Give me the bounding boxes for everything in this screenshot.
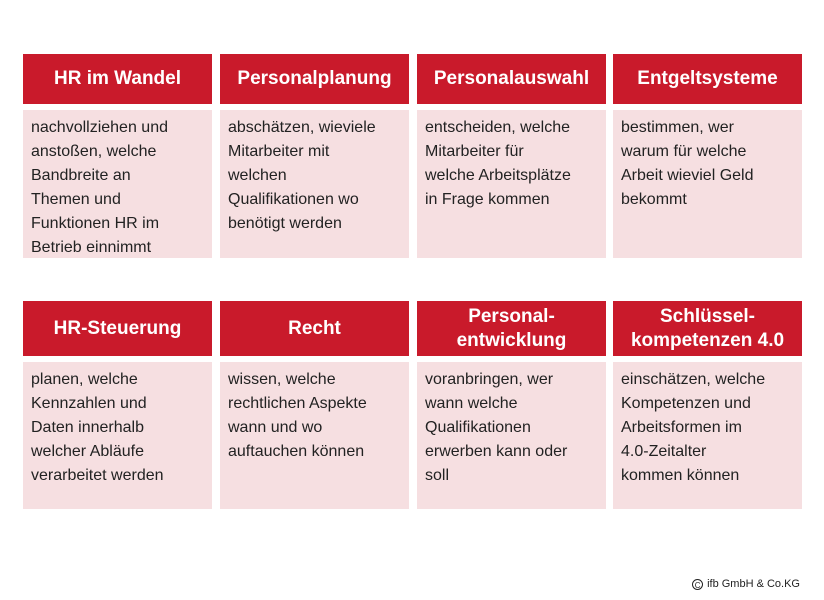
card-title-hr-steuerung: HR-Steuerung: [23, 301, 212, 356]
card-title-recht: Recht: [220, 301, 409, 356]
card-title-schluesselkompetenzen: Schlüssel- kompetenzen 4.0: [613, 301, 802, 356]
card-text-schluesselkompetenzen: einschätzen, welche Kompetenzen und Arbeitsformen im 4.0-Zeitalter kommen können: [613, 362, 802, 509]
copyright-notice: [692, 578, 800, 590]
card-text-recht: wissen, welche rechtlichen Aspekte wann und wo auftauchen können: [220, 362, 409, 509]
card-text-hr-steuerung: planen, welche Kennzahlen und Daten innerhalb welcher Abläufe verarbeitet werden: [23, 362, 212, 509]
card-title-entgeltsysteme: Entgeltsysteme: [613, 54, 802, 104]
card-text-entgeltsysteme: bestimmen, wer warum für welche Arbeit wieviel Geld bekommt: [613, 110, 802, 258]
card-title-personalauswahl: Personalauswahl: [417, 54, 606, 104]
copyright-icon: C: [692, 579, 703, 590]
card-title-personalplanung: Personalplanung: [220, 54, 409, 104]
card-text-personalauswahl: entscheiden, welche Mitarbeiter für welche Arbeitsplätze in Frage kommen: [417, 110, 606, 258]
card-title-hr-im-wandel: HR im Wandel: [23, 54, 212, 104]
card-text-hr-im-wandel: nachvollziehen und anstoßen, welche Bandbreite an Themen und Funktionen HR im Betrieb einnimmt: [23, 110, 212, 258]
copyright-text: ifb GmbH & Co.KG: [707, 578, 800, 590]
card-title-personalentwicklung: Personal- entwicklung: [417, 301, 606, 356]
card-text-personalentwicklung: voranbringen, wer wann welche Qualifikationen erwerben kann oder soll: [417, 362, 606, 509]
card-text-personalplanung: abschätzen, wieviele Mitarbeiter mit welchen Qualifikationen wo benötigt werden: [220, 110, 409, 258]
